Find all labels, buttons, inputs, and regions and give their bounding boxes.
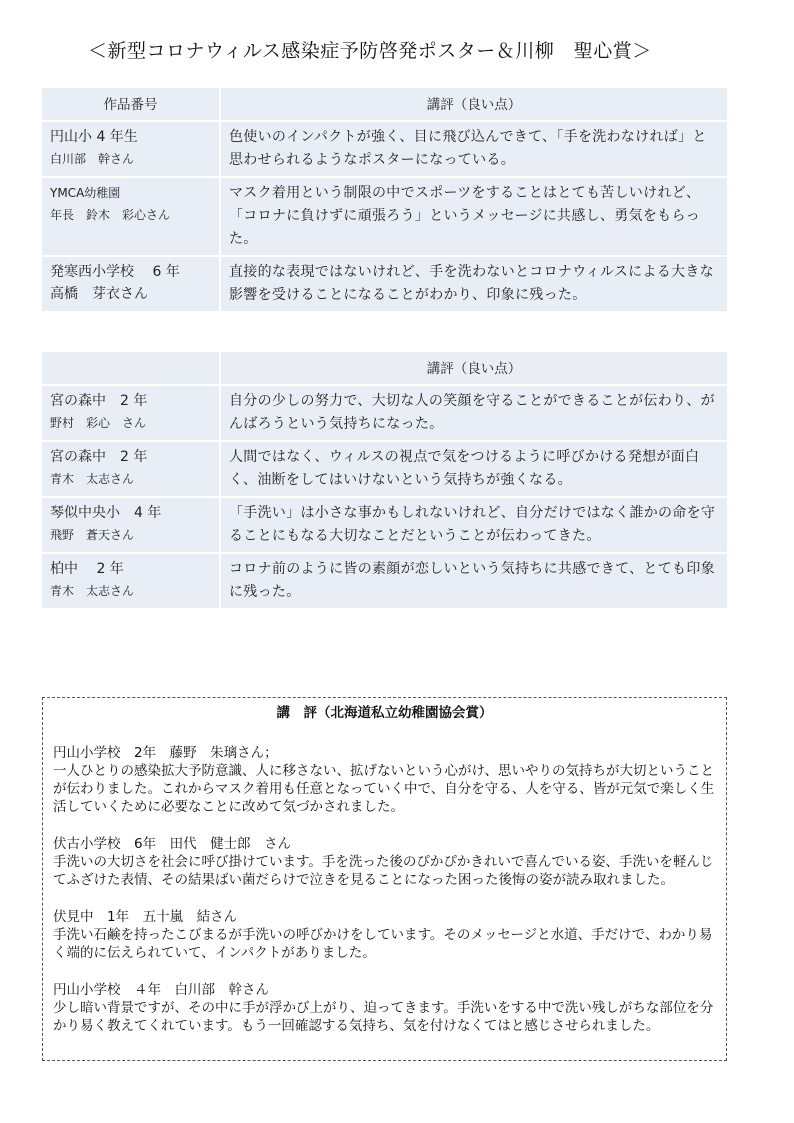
entry-head: 円山小学校 2年 藤野 朱璃さん； — [53, 745, 278, 761]
review-comment: 直接的な表現ではないけれど、手を洗わないとコロナウィルスによる大きな影響を受けることになることがわかり、印象に残った。 — [221, 255, 727, 311]
student-name: 野村 彩心 さん — [50, 416, 147, 430]
school-name: 宮の森中 2 年 — [50, 393, 148, 409]
review-comment: 色使いのインパクトが強く、目に飛び込んできて、「手を洗わなければ」と思わせられるようなポスターになっている。 — [221, 120, 727, 176]
entry-body: 手洗い石鹸を持ったこびまるが手洗いの呼びかけをしています。そのメッセージと水道、手だけで、わかり易く端的に伝えられていて、インパクトがありました。 — [53, 927, 713, 961]
table-header — [42, 88, 727, 120]
entry-body: 手洗いの大切さを社会に呼び掛けています。手を洗った後のぴかぴかきれいで喜んでいる姿、手洗いを軽んじてふざけた表情、その結果ばい菌だらけで泣きを見ることになった困った後悔の姿が読み取れました。 — [53, 854, 714, 888]
school-name: 発寒西小学校 6 年 — [50, 264, 180, 280]
student-name: 青木 太志さん — [50, 584, 135, 598]
review-box — [42, 697, 727, 1061]
entry-head: 円山小学校 ４年 白川部 幹さん — [53, 982, 269, 998]
header-review: 講評（良い点） — [221, 88, 727, 120]
review-entry — [53, 908, 716, 962]
student-name: 年長 鈴木 彩心さん — [50, 208, 171, 222]
header-review: 講評（良い点） — [221, 352, 727, 384]
school-name: 円山小 4 年生 — [50, 129, 138, 145]
table-header — [42, 352, 727, 384]
review-comment: マスク着用という制限の中でスポーツをすることはとても苦しいけれど、「コロナに負けずに頑張ろう」というメッセージに共感し、勇気をもらった。 — [221, 176, 727, 255]
student-name: 高橋 芽衣さん — [50, 286, 148, 302]
review-comment: コロナ前のように皆の素顔が恋しいという気持ちに共感できて、とても印象に残った。 — [221, 552, 727, 608]
review-comment: 「手洗い」は小さな事かもしれないけれど、自分だけではなく誰かの命を守ることにもなる大切なことだということが伝わってきた。 — [221, 496, 727, 552]
review-title: 講 評（北海道私立幼稚園協会賞） — [276, 705, 493, 721]
review-entry — [53, 835, 716, 889]
table-row — [42, 120, 727, 176]
entry-head: 伏古小学校 6年 田代 健士郎 さん — [53, 836, 292, 852]
review-entry — [53, 744, 716, 816]
award-table-1 — [42, 88, 727, 311]
review-entry — [53, 981, 716, 1035]
school-name: 宮の森中 2 年 — [50, 449, 148, 465]
header-work-number: 作品番号 — [42, 88, 221, 120]
school-name: 琴似中央小 4 年 — [50, 505, 162, 521]
entry-body: 少し暗い背景ですが、その中に手が浮かび上がり、迫ってきます。手洗いをする中で洗い残しがちな部位を分かり易く教えてくれています。もう一回確認する気持ち、気を付けなくてはと感じさせられました。 — [53, 1000, 714, 1034]
table-row — [42, 384, 727, 440]
student-name: 白川部 幹さん — [50, 152, 135, 166]
review-comment: 自分の少しの努力で、大切な人の笑顔を守ることができることが伝わり、がんばろうという気持ちになった。 — [221, 384, 727, 440]
table-row — [42, 496, 727, 552]
table-row — [42, 255, 727, 311]
entry-body: 一人ひとりの感染拡大予防意識、人に移さない、拡げないという心がけ、思いやりの気持ちが大切ということが伝わりました。これからマスク着用も任意となっていく中で、自分を守る、人を守る、皆が元気で楽しく生活していくために必要なことに改めて気づかされました。 — [53, 763, 715, 815]
award-table-2 — [42, 352, 727, 608]
school-name: YMCA幼稚園 — [50, 186, 121, 200]
table-row — [42, 176, 727, 255]
student-name: 青木 太志さん — [50, 472, 135, 486]
page-title: ＜新型コロナウィルス感染症予防啓発ポスター＆川柳 聖心賞＞ — [88, 40, 652, 62]
entry-head: 伏見中 1年 五十嵐 結さん — [53, 909, 238, 925]
table-row — [42, 552, 727, 608]
review-comment: 人間ではなく、ウィルスの視点で気をつけるように呼びかける発想が面白く、油断をしてはいけないという気持ちが強くなる。 — [221, 440, 727, 496]
table-row — [42, 440, 727, 496]
student-name: 飛野 蒼天さん — [50, 528, 135, 542]
school-name: 柏中 2 年 — [50, 561, 124, 577]
header-work-number — [42, 352, 221, 384]
